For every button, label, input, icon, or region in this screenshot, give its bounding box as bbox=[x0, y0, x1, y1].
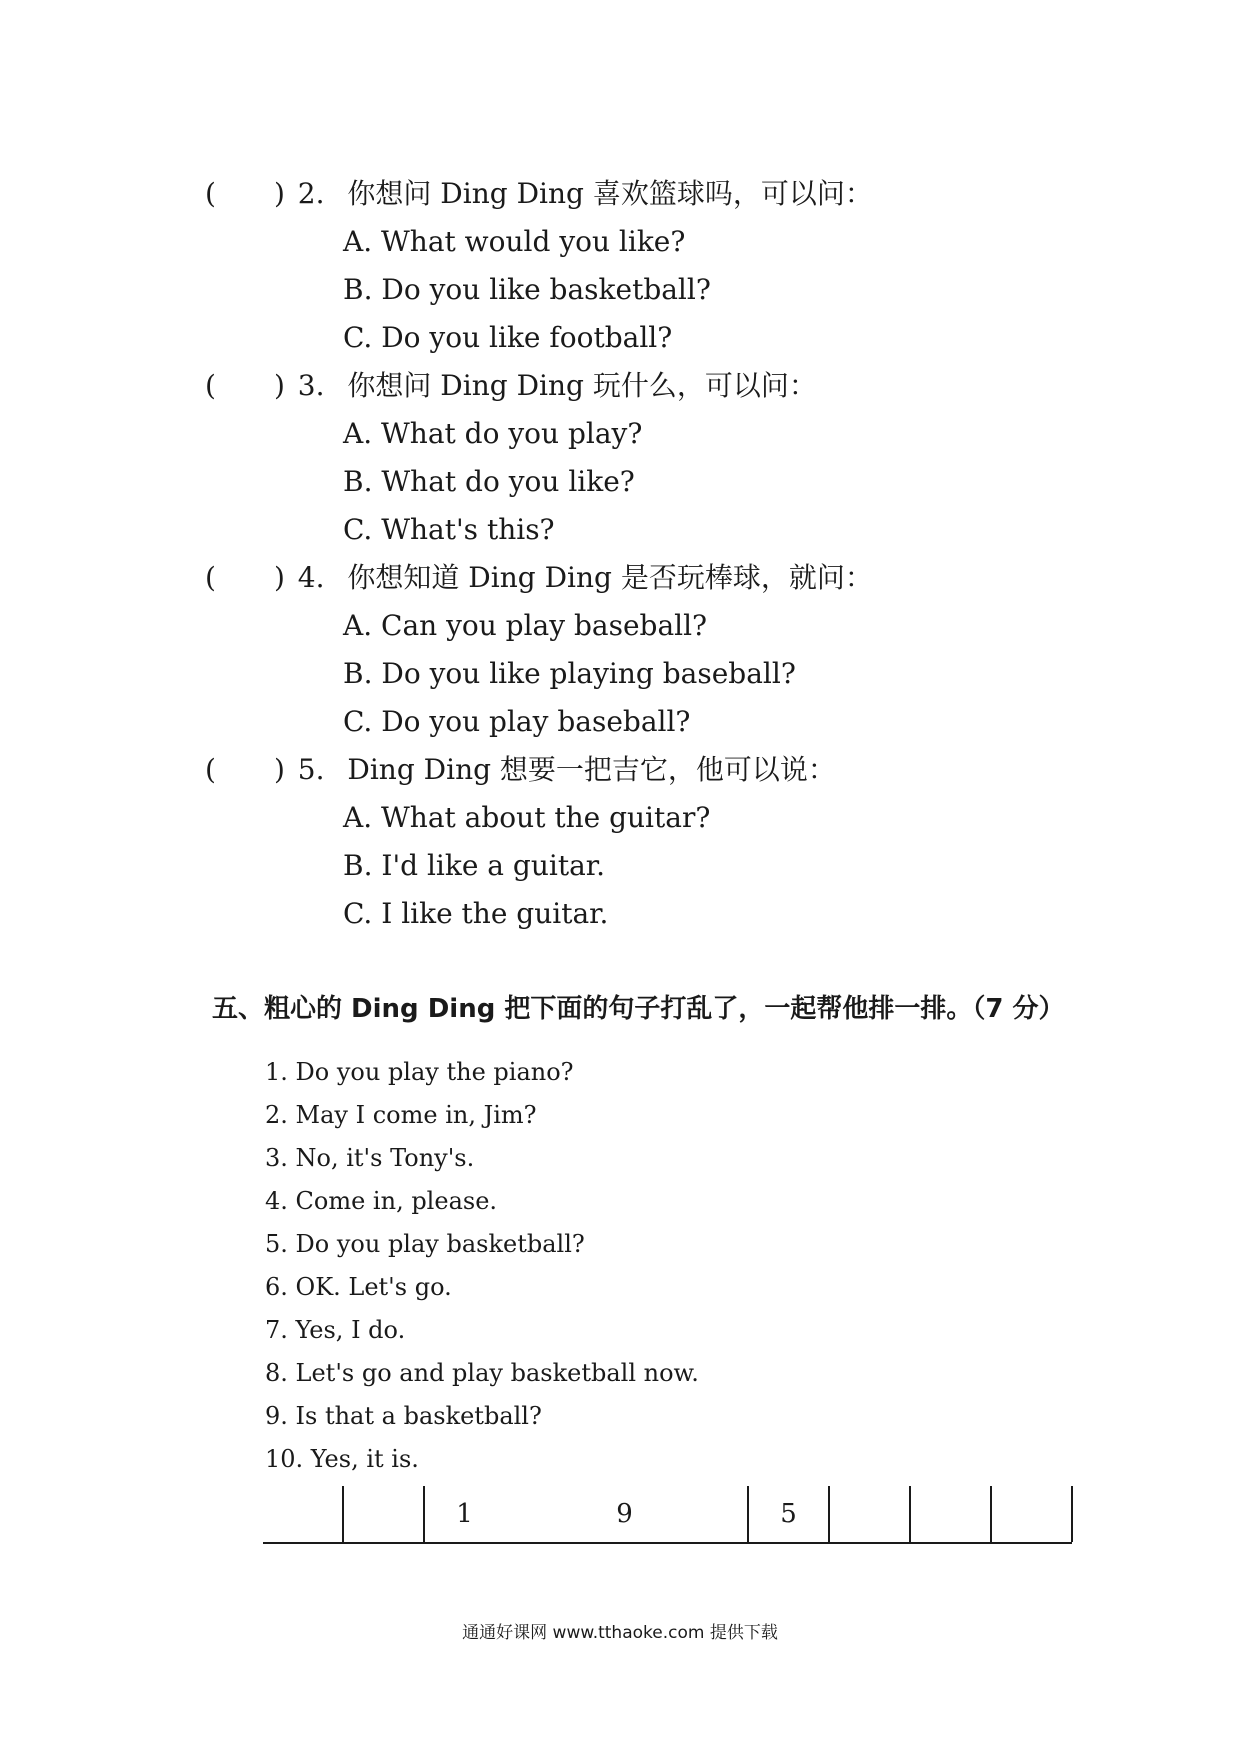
answer-cell[interactable]: 1 bbox=[423, 1486, 504, 1542]
answer-cell[interactable] bbox=[990, 1486, 1073, 1542]
option-b: B. Do you like playing baseball? bbox=[343, 657, 796, 690]
answer-paren-open: ( bbox=[205, 561, 216, 594]
sentence-item: 10. Yes, it is. bbox=[265, 1445, 419, 1473]
option-b: B. Do you like basketball? bbox=[343, 273, 711, 306]
option-a: A. What would you like? bbox=[343, 225, 686, 258]
sentence-item: 6. OK. Let's go. bbox=[265, 1273, 452, 1301]
question-prompt: 你想问 Ding Ding 喜欢篮球吗，可以问： bbox=[347, 177, 873, 210]
option-c: C. Do you play baseball? bbox=[343, 705, 691, 738]
sentence-item: 9. Is that a basketball? bbox=[265, 1402, 542, 1430]
option-c: C. Do you like football? bbox=[343, 321, 673, 354]
answer-cell[interactable] bbox=[504, 1486, 583, 1542]
option-b: B. I'd like a guitar. bbox=[343, 849, 605, 882]
sentence-item: 7. Yes, I do. bbox=[265, 1316, 406, 1344]
question-2 bbox=[205, 176, 873, 212]
sentence-item: 8. Let's go and play basketball now. bbox=[265, 1359, 699, 1387]
answer-cell[interactable] bbox=[909, 1486, 990, 1542]
sentence-item: 5. Do you play basketball? bbox=[265, 1230, 585, 1258]
question-5 bbox=[205, 752, 836, 788]
option-b: B. What do you like? bbox=[343, 465, 635, 498]
option-a: A. What do you play? bbox=[343, 417, 643, 450]
answer-table bbox=[263, 1486, 1072, 1544]
question-prompt: Ding Ding 想要一把吉它，他可以说： bbox=[347, 753, 836, 786]
footer-credit: 通通好课网 www.tthaoke.com 提供下载 bbox=[462, 1623, 778, 1643]
section-title: 五、粗心的 Ding Ding 把下面的句子打乱了，一起帮他排一排。（7 分） bbox=[212, 994, 1065, 1024]
option-a: A. What about the guitar? bbox=[343, 801, 711, 834]
answer-cell[interactable]: 5 bbox=[747, 1486, 828, 1542]
question-number: 2. bbox=[297, 177, 325, 210]
question-prompt: 你想问 Ding Ding 玩什么，可以问： bbox=[347, 369, 817, 402]
answer-paren-close: ) bbox=[273, 561, 285, 594]
sentence-item: 4. Come in, please. bbox=[265, 1187, 498, 1215]
answer-paren-close: ) bbox=[273, 753, 285, 786]
question-number: 5. bbox=[297, 753, 325, 786]
question-prompt: 你想知道 Ding Ding 是否玩棒球，就问： bbox=[347, 561, 873, 594]
sentence-item: 2. May I come in, Jim? bbox=[265, 1101, 537, 1129]
option-a: A. Can you play baseball? bbox=[343, 609, 708, 642]
answer-cell[interactable] bbox=[666, 1486, 745, 1542]
question-number: 4. bbox=[297, 561, 325, 594]
question-number: 3. bbox=[297, 369, 325, 402]
answer-cell[interactable] bbox=[263, 1486, 342, 1542]
answer-cell[interactable]: 9 bbox=[616, 1499, 633, 1529]
answer-paren-open: ( bbox=[205, 753, 216, 786]
answer-paren-close: ) bbox=[273, 369, 285, 402]
answer-cell[interactable] bbox=[342, 1486, 423, 1542]
option-c: C. What's this? bbox=[343, 513, 555, 546]
option-c: C. I like the guitar. bbox=[343, 897, 609, 930]
answer-cell[interactable] bbox=[828, 1486, 909, 1542]
sentence-item: 3. No, it's Tony's. bbox=[265, 1144, 475, 1172]
answer-paren-open: ( bbox=[205, 177, 216, 210]
sentence-item: 1. Do you play the piano? bbox=[265, 1058, 574, 1086]
answer-paren-close: ) bbox=[273, 177, 285, 210]
question-3 bbox=[205, 368, 817, 404]
answer-paren-open: ( bbox=[205, 369, 216, 402]
question-4 bbox=[205, 560, 873, 596]
